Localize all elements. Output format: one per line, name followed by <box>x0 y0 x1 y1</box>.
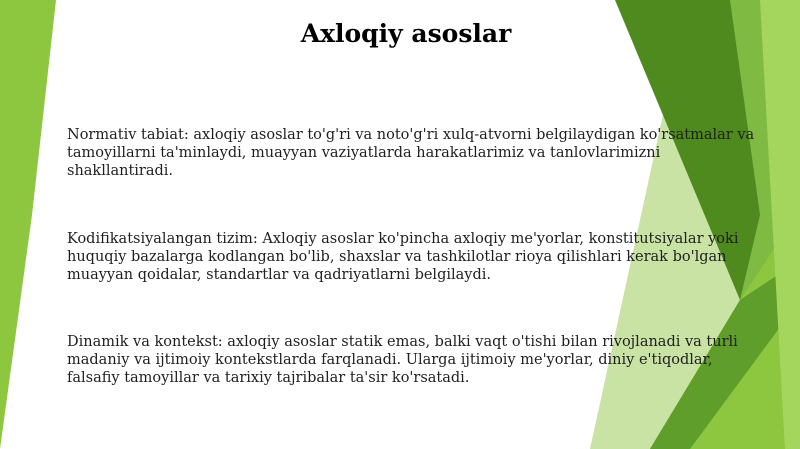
left-green-strip <box>0 0 56 449</box>
slide-title: Axloqiy asoslar <box>300 19 512 48</box>
paragraph-dinamik: Dinamik va kontekst: axloqiy asoslar statik emas, balki vaqt o'tishi bilan rivojlanadi va turli madaniy va ijtimoiy kontekstlarda farqlanadi. Ularga ijtimoiy me'yorlar, diniy e'tiqodlar, falsafiy tamoyillar va tarixiy tajribalar ta'sir ko'rsatadi. <box>67 334 738 386</box>
paragraph-kodifikatsiya: Kodifikatsiyalangan tizim: Axloqiy asoslar ko'pincha axloqiy me'yorlar, konstitutsiyalar yoki huquqiy bazalarga kodlangan bo'lib, shaxslar va tashkilotlar rioya qilishlari kerak bo'lgan muayyan qoidalar, standartlar va qadriyatlarni belgilaydi. <box>67 231 739 283</box>
paragraph-normativ: Normativ tabiat: axloqiy asoslar to'g'ri va noto'g'ri xulq-atvorni belgilaydigan ko'rsatmalar va tamoyillarni ta'minlaydi, muayyan vaziyatlarda harakatlarimiz va tanlovlarimizni shakllantiradi. <box>67 127 755 179</box>
